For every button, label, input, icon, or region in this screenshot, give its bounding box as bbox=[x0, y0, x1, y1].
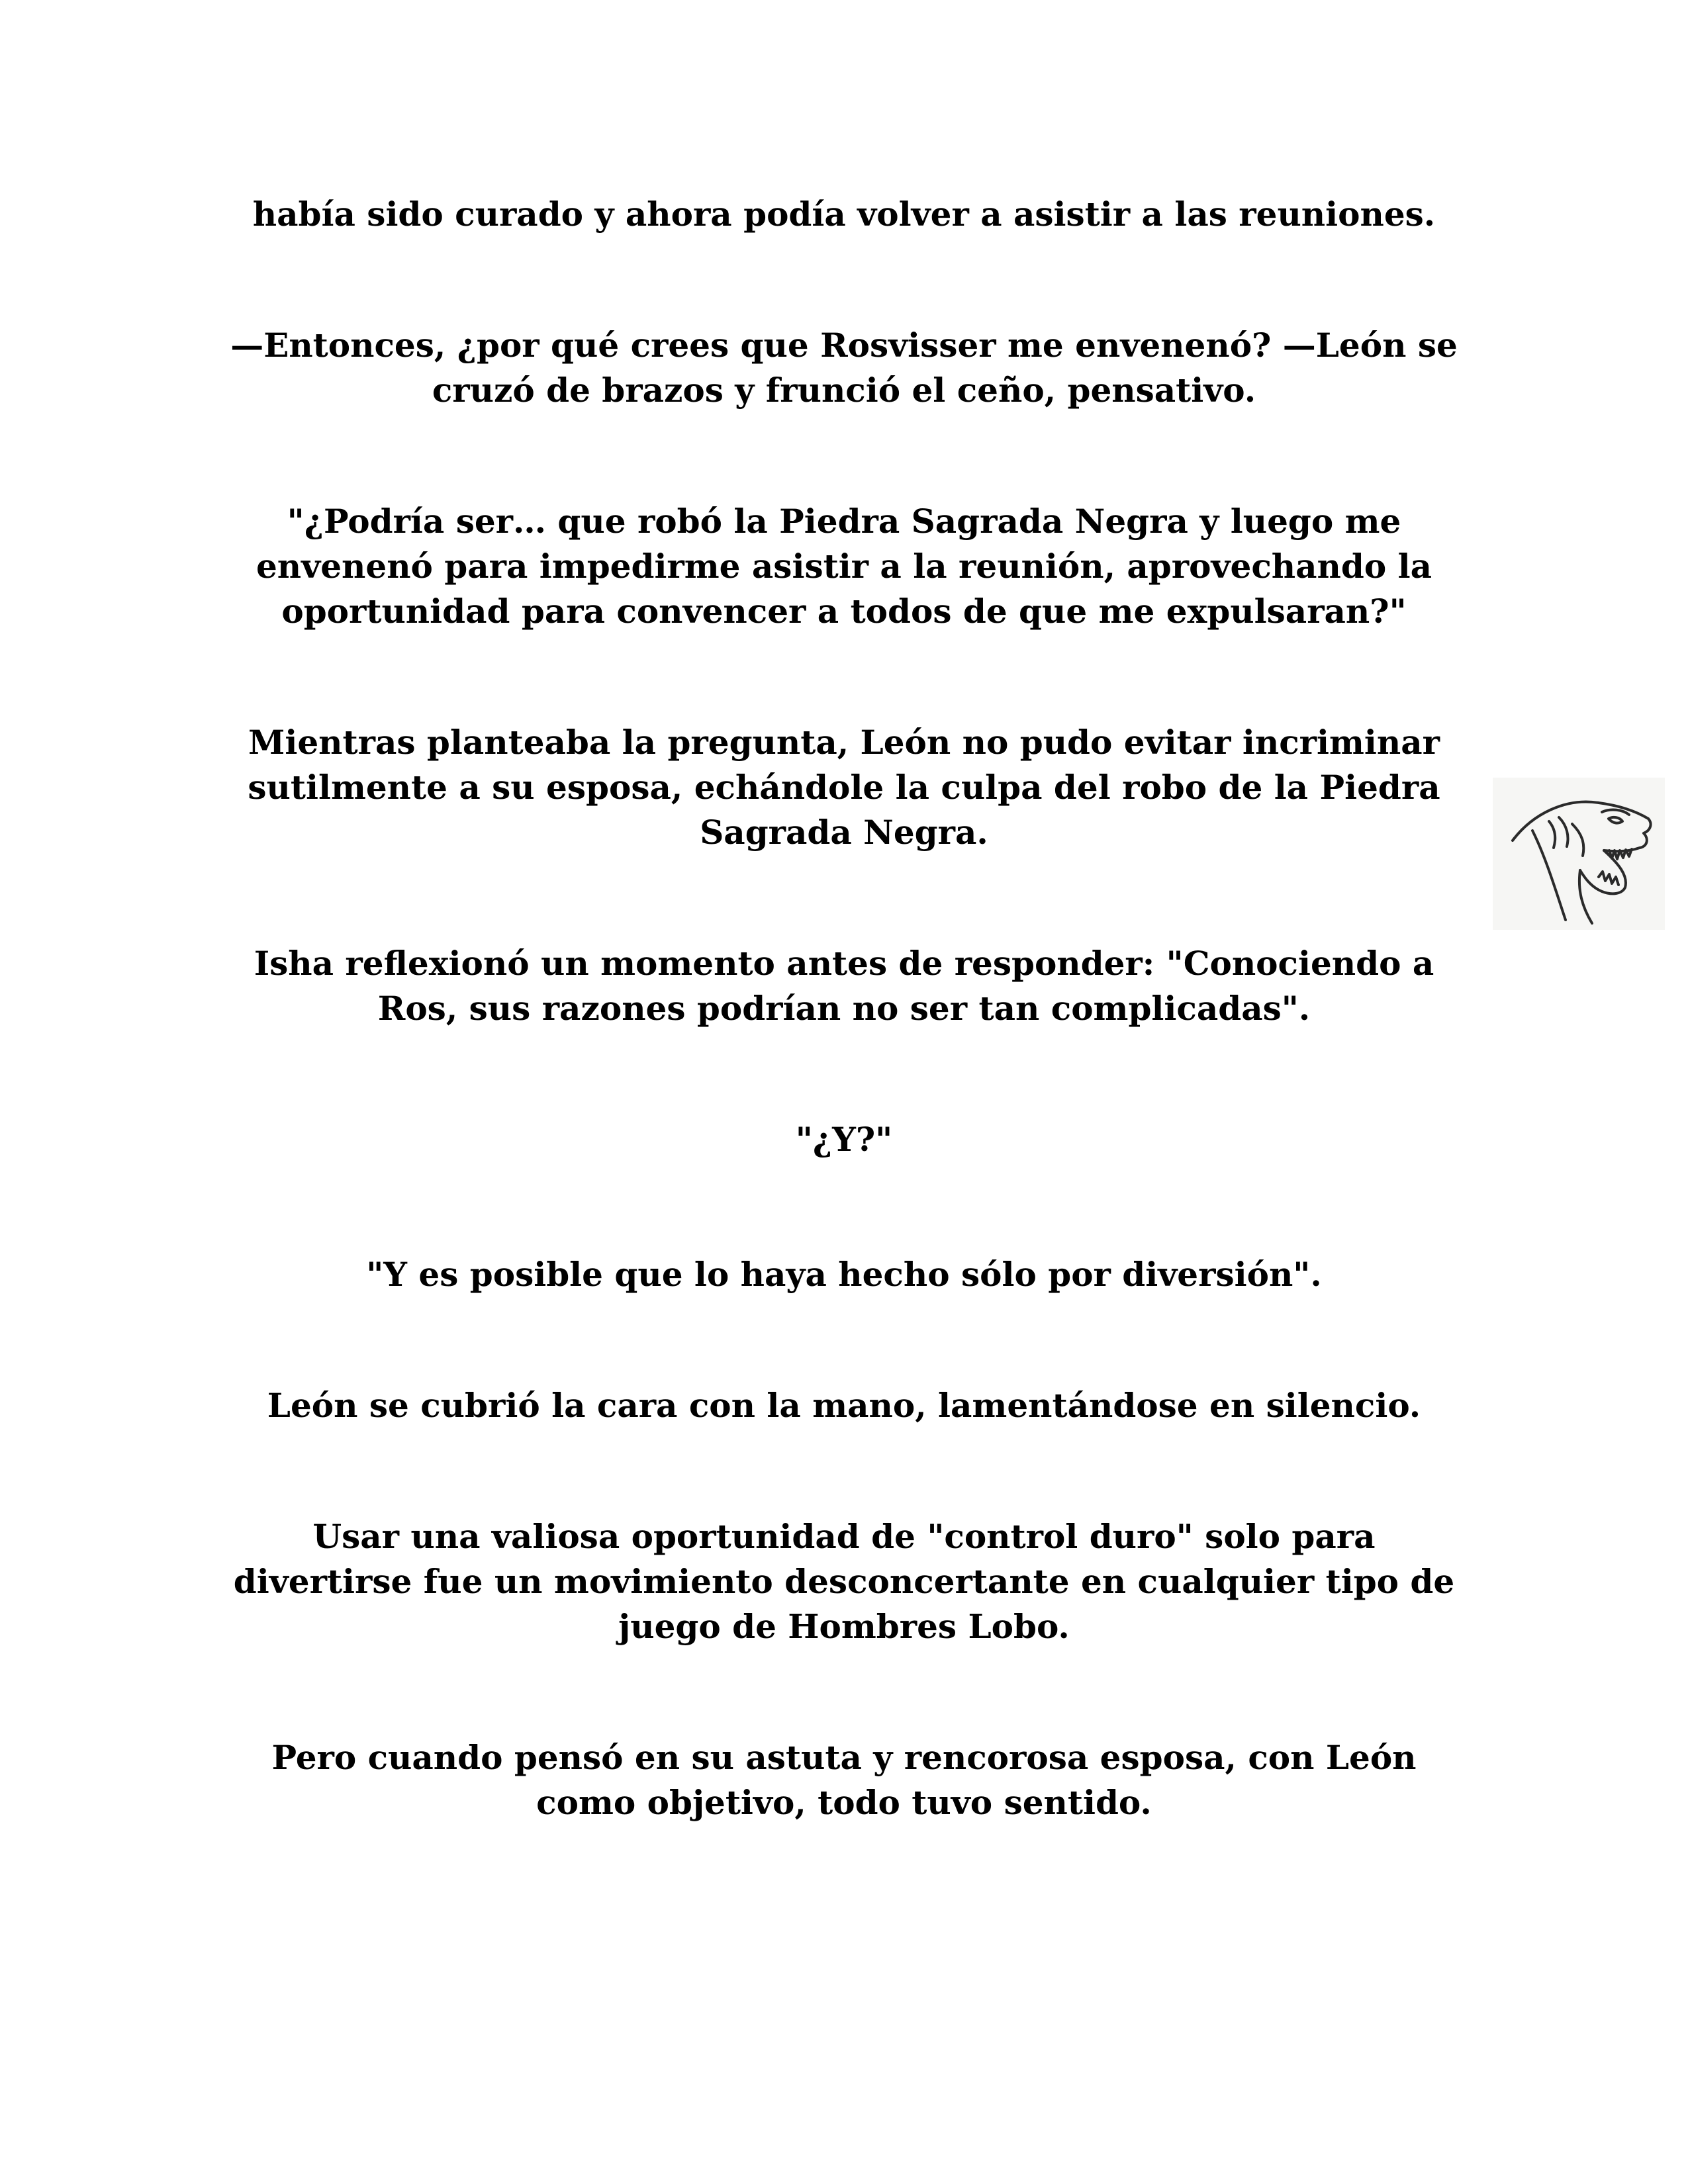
paragraph-6: "¿Y?" bbox=[795, 1120, 893, 1159]
paragraph-5: Isha reflexionó un momento antes de responder: "Conociendo a Ros, sus razones podrían no ser tan complicadas". bbox=[254, 944, 1434, 1028]
paragraph-3: "¿Podría ser… que robó la Piedra Sagrada Negra y luego me envenenó para impedirme asistir a la reunión, aprovechando la oportunidad para convencer a todos de que me expulsaran?" bbox=[256, 502, 1432, 631]
dinosaur-head-icon bbox=[1493, 778, 1665, 930]
paragraph-4: Mientras planteaba la pregunta, León no pudo evitar incriminar sutilmente a su esposa, echándole la culpa del robo de la Piedra Sagrada Negra. bbox=[248, 723, 1440, 852]
text-column bbox=[218, 192, 1470, 1911]
paragraph-10: Pero cuando pensó en su astuta y rencorosa esposa, con León como objetivo, todo tuvo sentido. bbox=[271, 1738, 1417, 1822]
paragraph-7: "Y es posible que lo haya hecho sólo por diversión". bbox=[366, 1255, 1322, 1294]
paragraph-2: —Entonces, ¿por qué crees que Rosvisser me envenenó? —León se cruzó de brazos y frunció el ceño, pensativo. bbox=[230, 326, 1458, 410]
paragraph-8: León se cubrió la cara con la mano, lamentándose en silencio. bbox=[267, 1386, 1421, 1425]
paragraph-9: Usar una valiosa oportunidad de "control duro" solo para divertirse fue un movimiento desconcertante en cualquier tipo de juego de Hombres Lobo. bbox=[233, 1517, 1455, 1646]
paragraph-1: había sido curado y ahora podía volver a asistir a las reuniones. bbox=[252, 195, 1436, 234]
